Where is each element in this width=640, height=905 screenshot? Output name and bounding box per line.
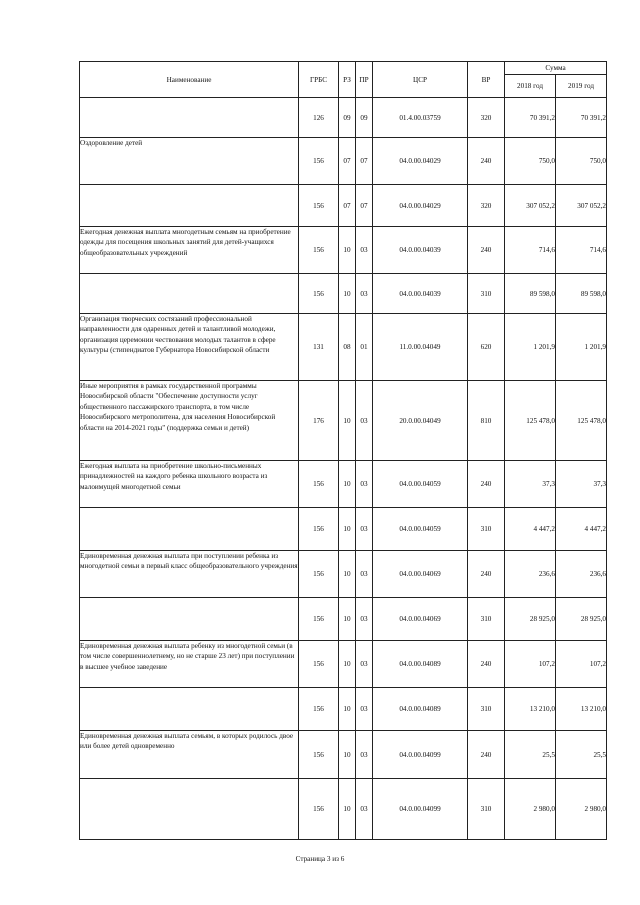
cell-sum-2018: 125 478,0 [505, 381, 556, 461]
row-name: Единовременная денежная выплата при поступлении ребенка из многодетной семьи в первый класс общеобразовательного учреждения [80, 551, 299, 598]
cell-csr: 04.0.00.04039 [373, 274, 468, 314]
cell-sum-2018: 307 052,2 [505, 185, 556, 227]
cell-grbs: 131 [299, 314, 339, 381]
cell-vr: 320 [468, 98, 505, 138]
cell-pr: 01 [356, 314, 373, 381]
cell-grbs: 156 [299, 274, 339, 314]
cell-vr: 320 [468, 185, 505, 227]
cell-vr: 240 [468, 641, 505, 688]
cell-sum-2019: 307 052,2 [556, 185, 607, 227]
cell-grbs: 156 [299, 688, 339, 731]
cell-sum-2019: 4 447,2 [556, 508, 607, 551]
cell-sum-2018: 70 391,2 [505, 98, 556, 138]
cell-pr: 07 [356, 185, 373, 227]
cell-rz: 10 [339, 274, 356, 314]
cell-csr: 04.0.00.04089 [373, 641, 468, 688]
cell-sum-2018: 13 210,0 [505, 688, 556, 731]
table-row [80, 227, 607, 274]
cell-sum-2019: 714,6 [556, 227, 607, 274]
cell-csr: 04.0.00.04069 [373, 551, 468, 598]
header-row-top [80, 62, 607, 75]
cell-grbs: 126 [299, 98, 339, 138]
cell-pr: 07 [356, 138, 373, 185]
row-name: Организация творческих состязаний профессиональной направленности для одаренных детей и талантливой молодежи, организация церемонии чествования молодых талантов в сфере культуры (стипендиатов Губернатора Новосибирской области [80, 314, 299, 381]
header-name: Наименование [80, 62, 299, 98]
cell-grbs: 156 [299, 731, 339, 779]
cell-rz: 07 [339, 185, 356, 227]
row-name [80, 688, 299, 731]
header-grbs: ГРБС [299, 62, 339, 98]
cell-sum-2019: 2 980,0 [556, 779, 607, 840]
cell-sum-2019: 70 391,2 [556, 98, 607, 138]
cell-vr: 240 [468, 138, 505, 185]
cell-rz: 10 [339, 551, 356, 598]
header-vr: ВР [468, 62, 505, 98]
cell-sum-2019: 25,5 [556, 731, 607, 779]
cell-csr: 04.0.00.04039 [373, 227, 468, 274]
row-name: Иные мероприятия в рамках государственной программы Новосибирской области "Обеспечение доступности услуг общественного пассажирского транспорта, в том числе Новосибирского метрополитена, для населения Новосибирской области на 2014-2021 годы" (поддержка семьи и детей) [80, 381, 299, 461]
table-row [80, 779, 607, 840]
cell-csr: 04.0.00.04029 [373, 185, 468, 227]
page-number: Страница 3 из 6 [295, 855, 345, 863]
cell-sum-2019: 750,0 [556, 138, 607, 185]
cell-sum-2019: 107,2 [556, 641, 607, 688]
cell-grbs: 156 [299, 185, 339, 227]
table-row [80, 731, 607, 779]
cell-pr: 03 [356, 461, 373, 508]
cell-csr: 04.0.00.04069 [373, 598, 468, 641]
cell-sum-2018: 28 925,0 [505, 598, 556, 641]
row-name [80, 779, 299, 840]
header-rz: РЗ [339, 62, 356, 98]
cell-rz: 09 [339, 98, 356, 138]
cell-pr: 03 [356, 274, 373, 314]
row-name [80, 508, 299, 551]
cell-grbs: 176 [299, 381, 339, 461]
row-name: Ежегодная денежная выплата многодетным семьям на приобретение одежды для посещения школьных занятий для детей-учащихся общеобразовательных учреждений [80, 227, 299, 274]
row-name: Единовременная денежная выплата ребенку из многодетной семьи (в том числе совершеннолетнему, но не старше 23 лет) при поступлении в высшее учебное заведение [80, 641, 299, 688]
cell-rz: 10 [339, 779, 356, 840]
cell-vr: 310 [468, 779, 505, 840]
cell-csr: 04.0.00.04099 [373, 779, 468, 840]
cell-sum-2019: 125 478,0 [556, 381, 607, 461]
cell-csr: 04.0.00.04059 [373, 508, 468, 551]
cell-pr: 03 [356, 779, 373, 840]
cell-vr: 240 [468, 461, 505, 508]
table-row [80, 688, 607, 731]
table-row [80, 185, 607, 227]
row-name [80, 274, 299, 314]
cell-sum-2018: 4 447,2 [505, 508, 556, 551]
cell-sum-2018: 236,6 [505, 551, 556, 598]
cell-csr: 04.0.00.04029 [373, 138, 468, 185]
cell-grbs: 156 [299, 461, 339, 508]
header-sum: Сумма [505, 62, 607, 75]
cell-sum-2018: 25,5 [505, 731, 556, 779]
cell-rz: 10 [339, 641, 356, 688]
cell-vr: 810 [468, 381, 505, 461]
cell-rz: 10 [339, 508, 356, 551]
cell-sum-2018: 107,2 [505, 641, 556, 688]
cell-pr: 09 [356, 98, 373, 138]
cell-csr: 01.4.00.03759 [373, 98, 468, 138]
cell-vr: 240 [468, 731, 505, 779]
row-name: Ежегодная выплата на приобретение школьно-письменных принадлежностей на каждого ребенка школьного возраста из малоимущей многодетной семьи [80, 461, 299, 508]
cell-rz: 07 [339, 138, 356, 185]
cell-grbs: 156 [299, 641, 339, 688]
cell-rz: 10 [339, 731, 356, 779]
cell-csr: 04.0.00.04089 [373, 688, 468, 731]
header-year-2018: 2018 год [505, 75, 556, 98]
table-row [80, 274, 607, 314]
cell-sum-2018: 1 201,9 [505, 314, 556, 381]
cell-sum-2019: 28 925,0 [556, 598, 607, 641]
cell-vr: 310 [468, 508, 505, 551]
cell-vr: 240 [468, 227, 505, 274]
table-row [80, 314, 607, 381]
cell-vr: 310 [468, 274, 505, 314]
row-name: Оздоровление детей [80, 138, 299, 185]
table-row [80, 641, 607, 688]
cell-pr: 03 [356, 508, 373, 551]
header-year-2019: 2019 год [556, 75, 607, 98]
cell-sum-2019: 89 598,0 [556, 274, 607, 314]
table-row [80, 598, 607, 641]
table-row [80, 508, 607, 551]
cell-pr: 03 [356, 641, 373, 688]
table-row [80, 381, 607, 461]
cell-sum-2019: 236,6 [556, 551, 607, 598]
cell-rz: 10 [339, 227, 356, 274]
cell-rz: 10 [339, 598, 356, 641]
cell-csr: 20.0.00.04049 [373, 381, 468, 461]
cell-sum-2019: 13 210,0 [556, 688, 607, 731]
row-name [80, 185, 299, 227]
budget-table [79, 61, 607, 840]
header-csr: ЦСР [373, 62, 468, 98]
cell-rz: 10 [339, 688, 356, 731]
table-row [80, 98, 607, 138]
table-row [80, 461, 607, 508]
cell-vr: 310 [468, 688, 505, 731]
cell-sum-2019: 37,3 [556, 461, 607, 508]
cell-sum-2019: 1 201,9 [556, 314, 607, 381]
row-name: Единовременная денежная выплата семьям, в которых родилось двое или более детей одновременно [80, 731, 299, 779]
cell-grbs: 156 [299, 779, 339, 840]
cell-pr: 03 [356, 598, 373, 641]
cell-sum-2018: 89 598,0 [505, 274, 556, 314]
row-name [80, 98, 299, 138]
cell-vr: 620 [468, 314, 505, 381]
cell-csr: 04.0.00.04059 [373, 461, 468, 508]
cell-grbs: 156 [299, 598, 339, 641]
cell-pr: 03 [356, 551, 373, 598]
header-pr: ПР [356, 62, 373, 98]
table-row [80, 551, 607, 598]
cell-pr: 03 [356, 381, 373, 461]
cell-csr: 04.0.00.04099 [373, 731, 468, 779]
cell-pr: 03 [356, 688, 373, 731]
cell-rz: 10 [339, 381, 356, 461]
cell-rz: 08 [339, 314, 356, 381]
cell-sum-2018: 2 980,0 [505, 779, 556, 840]
cell-pr: 03 [356, 227, 373, 274]
cell-sum-2018: 714,6 [505, 227, 556, 274]
cell-sum-2018: 750,0 [505, 138, 556, 185]
cell-grbs: 156 [299, 138, 339, 185]
cell-vr: 310 [468, 598, 505, 641]
table-row [80, 138, 607, 185]
cell-grbs: 156 [299, 551, 339, 598]
cell-rz: 10 [339, 461, 356, 508]
cell-grbs: 156 [299, 227, 339, 274]
row-name [80, 598, 299, 641]
cell-csr: 11.0.00.04049 [373, 314, 468, 381]
cell-pr: 03 [356, 731, 373, 779]
cell-vr: 240 [468, 551, 505, 598]
cell-sum-2018: 37,3 [505, 461, 556, 508]
cell-grbs: 156 [299, 508, 339, 551]
